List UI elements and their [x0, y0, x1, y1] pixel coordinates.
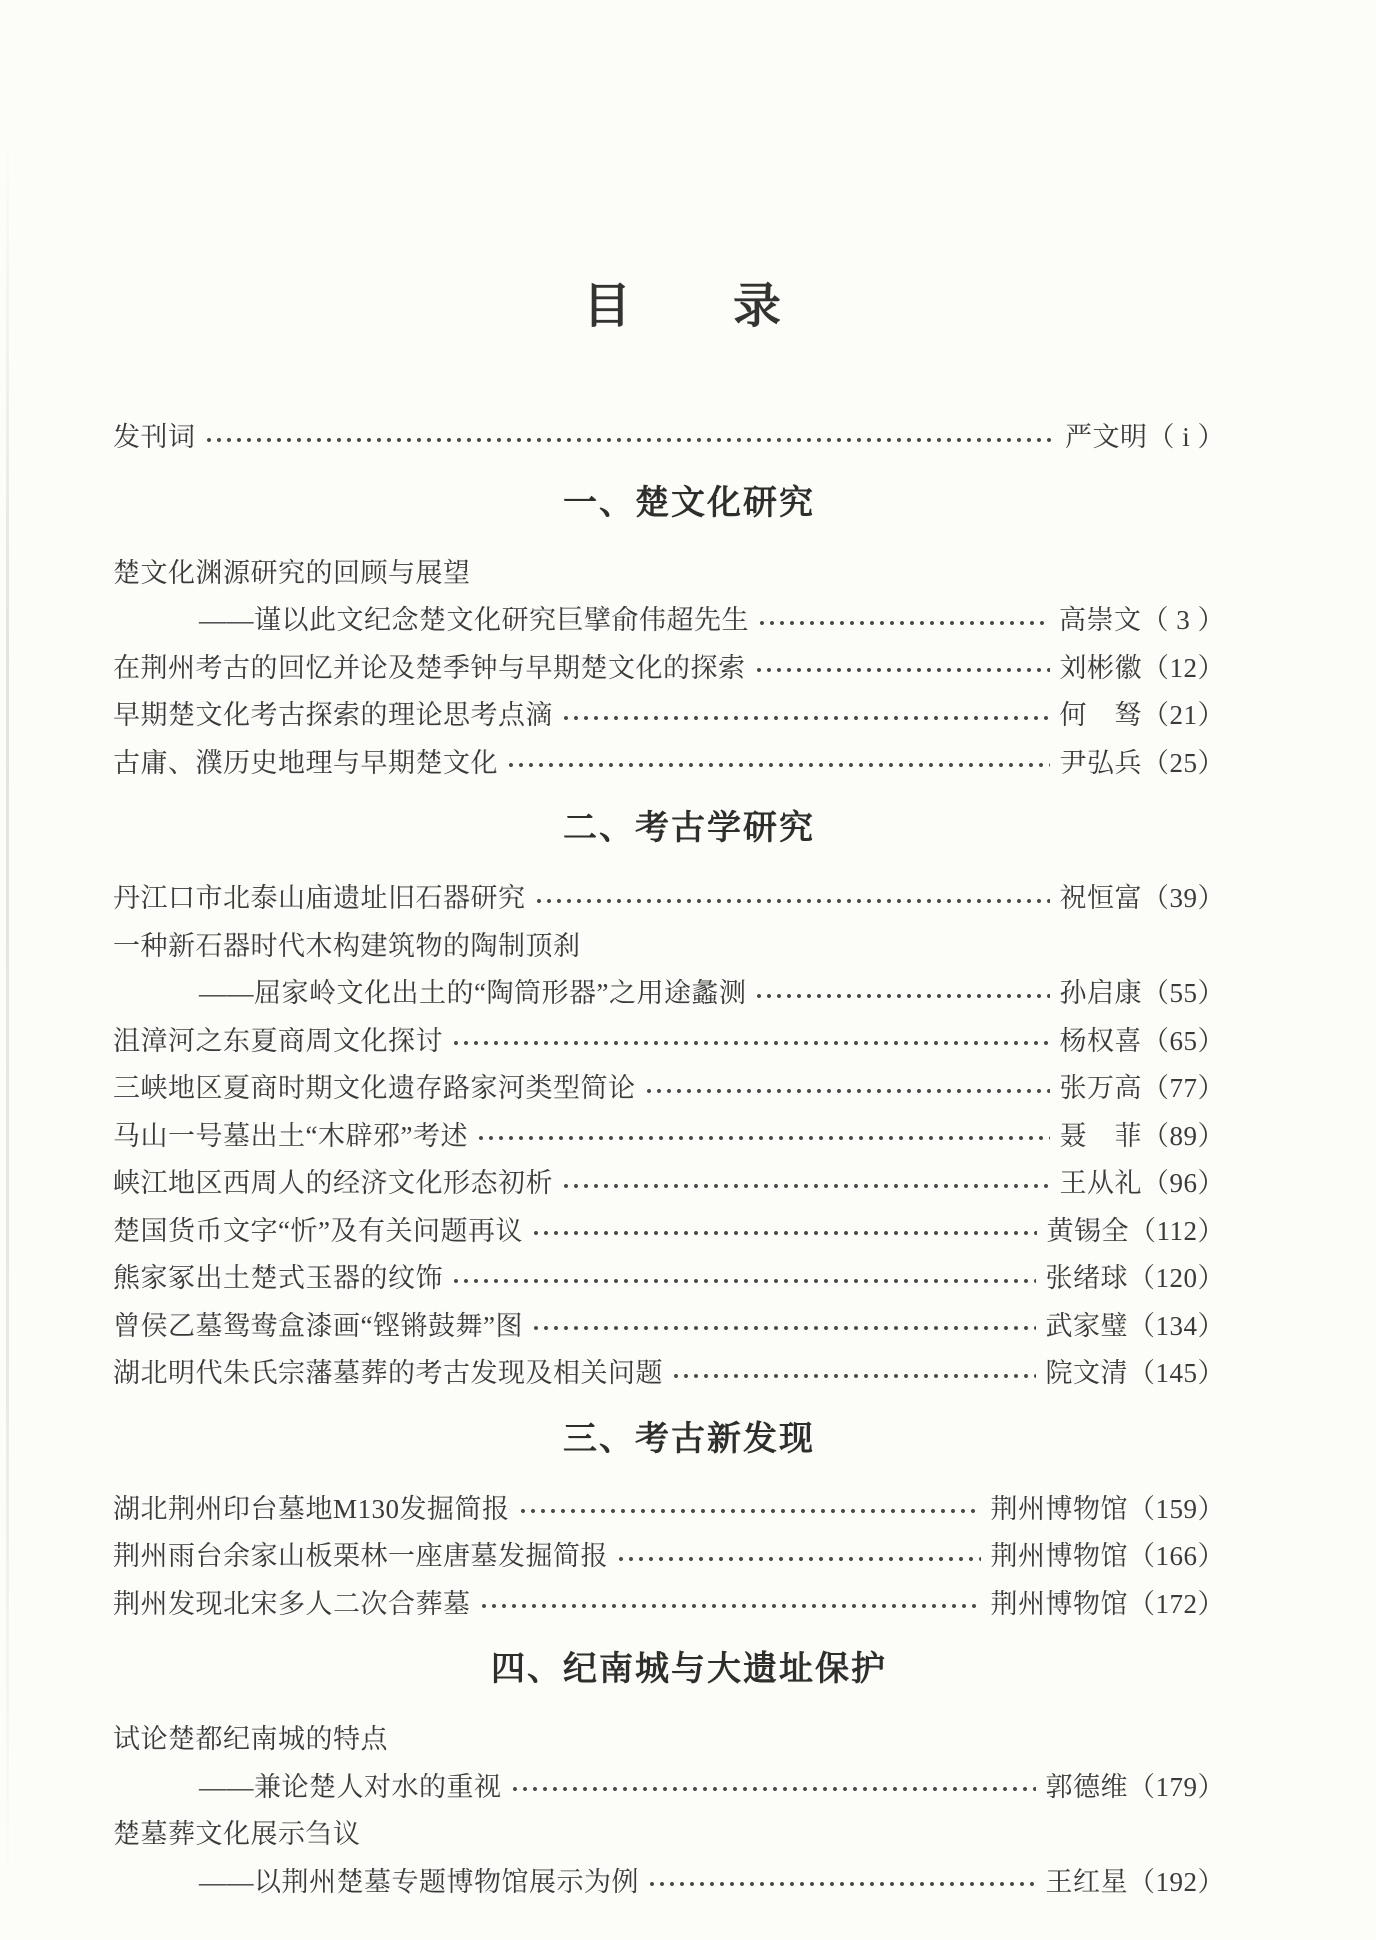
- entry-text: 荆州雨台余家山板栗林一座唐墓发掘简报: [113, 1541, 608, 1572]
- section-heading: 二、考古学研究: [563, 809, 815, 847]
- entry-author: 王从礼: [1059, 1168, 1142, 1199]
- toc-entry-row: [113, 1713, 1225, 1761]
- entry-page: （21）: [1142, 700, 1225, 731]
- section-heading: 四、纪南城与大遗址保护: [491, 1650, 887, 1688]
- toc-entry-row: [113, 1015, 1225, 1063]
- section-heading: 一、楚文化研究: [563, 483, 815, 522]
- dot-leader: [534, 898, 1050, 904]
- toc-entry-row: [113, 1808, 1225, 1856]
- entry-page: （55）: [1142, 978, 1225, 1009]
- entry-text: 马山一号墓出土“木辟邪”考述: [113, 1120, 468, 1151]
- dot-leader: [451, 1040, 1050, 1046]
- dot-leader: [451, 1278, 1036, 1284]
- entry-author: 王红星: [1045, 1866, 1128, 1897]
- entry-text: 一种新石器时代木构建筑物的陶制顶刹: [113, 930, 581, 961]
- entry-text: 丹江口市北泰山庙遗址旧石器研究: [113, 883, 526, 914]
- toc-entry-row: [113, 642, 1225, 690]
- entry-text: 发刊词: [113, 422, 196, 453]
- dot-leader: [510, 1786, 1036, 1792]
- toc-entry-row: [113, 967, 1225, 1015]
- toc-entry-row: [113, 1347, 1225, 1395]
- toc-entry-row: [113, 1578, 1225, 1626]
- entry-text: 楚墓葬文化展示刍议: [113, 1819, 361, 1850]
- dot-leader: [616, 1556, 981, 1562]
- entry-author: 荆州博物馆: [990, 1541, 1128, 1572]
- toc-entry-row: [113, 872, 1225, 920]
- page-title: 目 录: [582, 280, 783, 333]
- toc-entry-row: [113, 1252, 1225, 1300]
- entry-author: 荆州博物馆: [990, 1588, 1128, 1619]
- toc-entry-row: [113, 1483, 1225, 1531]
- entry-text: ——以荆州楚墓专题博物馆展示为例: [199, 1866, 639, 1897]
- dot-leader: [506, 762, 1050, 768]
- entry-page: （12）: [1142, 652, 1225, 683]
- entry-author: 高崇文: [1059, 605, 1142, 636]
- entry-text: 楚文化渊源研究的回顾与展望: [113, 557, 471, 588]
- entry-text: ——屈家岭文化出土的“陶筒形器”之用途蠡测: [199, 978, 747, 1009]
- entry-text: 试论楚都纪南城的特点: [113, 1724, 388, 1755]
- toc-entry-row: [113, 1761, 1225, 1809]
- entry-page: （172）: [1128, 1588, 1225, 1619]
- dot-leader: [204, 437, 1055, 443]
- toc-entry-row: [113, 1157, 1225, 1205]
- entry-page: （65）: [1142, 1025, 1225, 1056]
- entry-page: （96）: [1142, 1168, 1225, 1199]
- toc-entry-row: [113, 1110, 1225, 1158]
- dot-leader: [531, 1325, 1036, 1331]
- entry-text: ——兼论楚人对水的重视: [199, 1771, 502, 1802]
- entry-text: ——谨以此文纪念楚文化研究巨擘俞伟超先生: [199, 605, 749, 636]
- entry-text: 熊家冢出土楚式玉器的纹饰: [113, 1263, 443, 1294]
- entry-page: （159）: [1128, 1493, 1225, 1524]
- entry-page: （192）: [1128, 1866, 1225, 1897]
- entry-page: （112）: [1129, 1215, 1225, 1246]
- entry-page: （145）: [1128, 1358, 1225, 1389]
- entry-text: 在荆州考古的回忆并论及楚季钟与早期楚文化的探索: [113, 652, 746, 683]
- entry-text: 古庸、濮历史地理与早期楚文化: [113, 747, 498, 778]
- dot-leader: [479, 1603, 981, 1609]
- entry-text: 三峡地区夏商时期文化遗存路家河类型简论: [113, 1073, 636, 1104]
- toc-entry-row: [113, 1300, 1225, 1348]
- entry-text: 楚国货币文字“忻”及有关问题再议: [113, 1215, 523, 1246]
- entry-author: 尹弘兵: [1059, 747, 1142, 778]
- entry-page: （ i ）: [1147, 422, 1225, 453]
- entry-author: 荆州博物馆: [990, 1493, 1128, 1524]
- dot-leader: [561, 715, 1050, 721]
- dot-leader: [518, 1508, 981, 1514]
- toc-entry-row: [113, 1205, 1225, 1253]
- entry-author: 张绪球: [1045, 1263, 1128, 1294]
- entry-text: 峡江地区西周人的经济文化形态初析: [113, 1168, 553, 1199]
- entry-page: （166）: [1128, 1541, 1225, 1572]
- toc-entry-row: [113, 1856, 1225, 1904]
- entry-page: （134）: [1128, 1310, 1225, 1341]
- entry-page: （179）: [1128, 1771, 1225, 1802]
- entry-text: 湖北荆州印台墓地M130发掘简报: [113, 1493, 510, 1524]
- toc-entry-row: [113, 1062, 1225, 1110]
- entry-text: 沮漳河之东夏商周文化探讨: [113, 1025, 443, 1056]
- toc-entry-row: [113, 689, 1225, 737]
- dot-leader: [671, 1373, 1036, 1379]
- entry-author: 院文清: [1045, 1358, 1128, 1389]
- entry-author: 武家璧: [1045, 1310, 1128, 1341]
- entry-page: （77）: [1142, 1073, 1225, 1104]
- toc-entry-row: [113, 411, 1225, 459]
- entry-author: 黄锡全: [1046, 1215, 1129, 1246]
- entry-text: 早期楚文化考古探索的理论思考点滴: [113, 700, 553, 731]
- toc-entry-row: [113, 920, 1225, 968]
- entry-author: 严文明: [1064, 422, 1148, 453]
- toc-entry-row: [113, 547, 1225, 595]
- entry-author: 孙启康: [1059, 978, 1142, 1009]
- toc-content: [113, 0, 1225, 1903]
- dot-leader: [757, 620, 1049, 626]
- dot-leader: [644, 1088, 1050, 1094]
- dot-leader: [647, 1881, 1036, 1887]
- entry-author: 聂 菲: [1059, 1120, 1142, 1151]
- entry-text: 湖北明代朱氏宗藩墓葬的考古发现及相关问题: [113, 1358, 663, 1389]
- entry-page: （120）: [1128, 1263, 1225, 1294]
- dot-leader: [531, 1230, 1037, 1236]
- entry-page: （89）: [1142, 1120, 1225, 1151]
- dot-leader: [561, 1183, 1050, 1189]
- toc-entry-row: [113, 1530, 1225, 1578]
- dot-leader: [754, 667, 1050, 673]
- entry-author: 张万高: [1059, 1073, 1142, 1104]
- entry-text: 曾侯乙墓鸳鸯盒漆画“铿锵鼓舞”图: [113, 1310, 523, 1341]
- entry-author: 杨权喜: [1059, 1025, 1142, 1056]
- toc-entry-row: [113, 737, 1225, 785]
- toc-rows: [113, 411, 1225, 1903]
- dot-leader: [476, 1135, 1050, 1141]
- entry-author: 郭德维: [1045, 1771, 1128, 1802]
- entry-text: 荆州发现北宋多人二次合葬墓: [113, 1588, 471, 1619]
- entry-author: 刘彬徽: [1059, 652, 1142, 683]
- entry-page: （ 3 ）: [1141, 605, 1225, 636]
- entry-page: （39）: [1142, 883, 1225, 914]
- entry-page: （25）: [1142, 747, 1225, 778]
- section-heading: 三、考古新发现: [563, 1419, 815, 1458]
- dot-leader: [754, 993, 1049, 999]
- entry-author: 何 驽: [1059, 700, 1142, 731]
- toc-entry-row: [113, 594, 1225, 642]
- entry-author: 祝恒富: [1059, 883, 1142, 914]
